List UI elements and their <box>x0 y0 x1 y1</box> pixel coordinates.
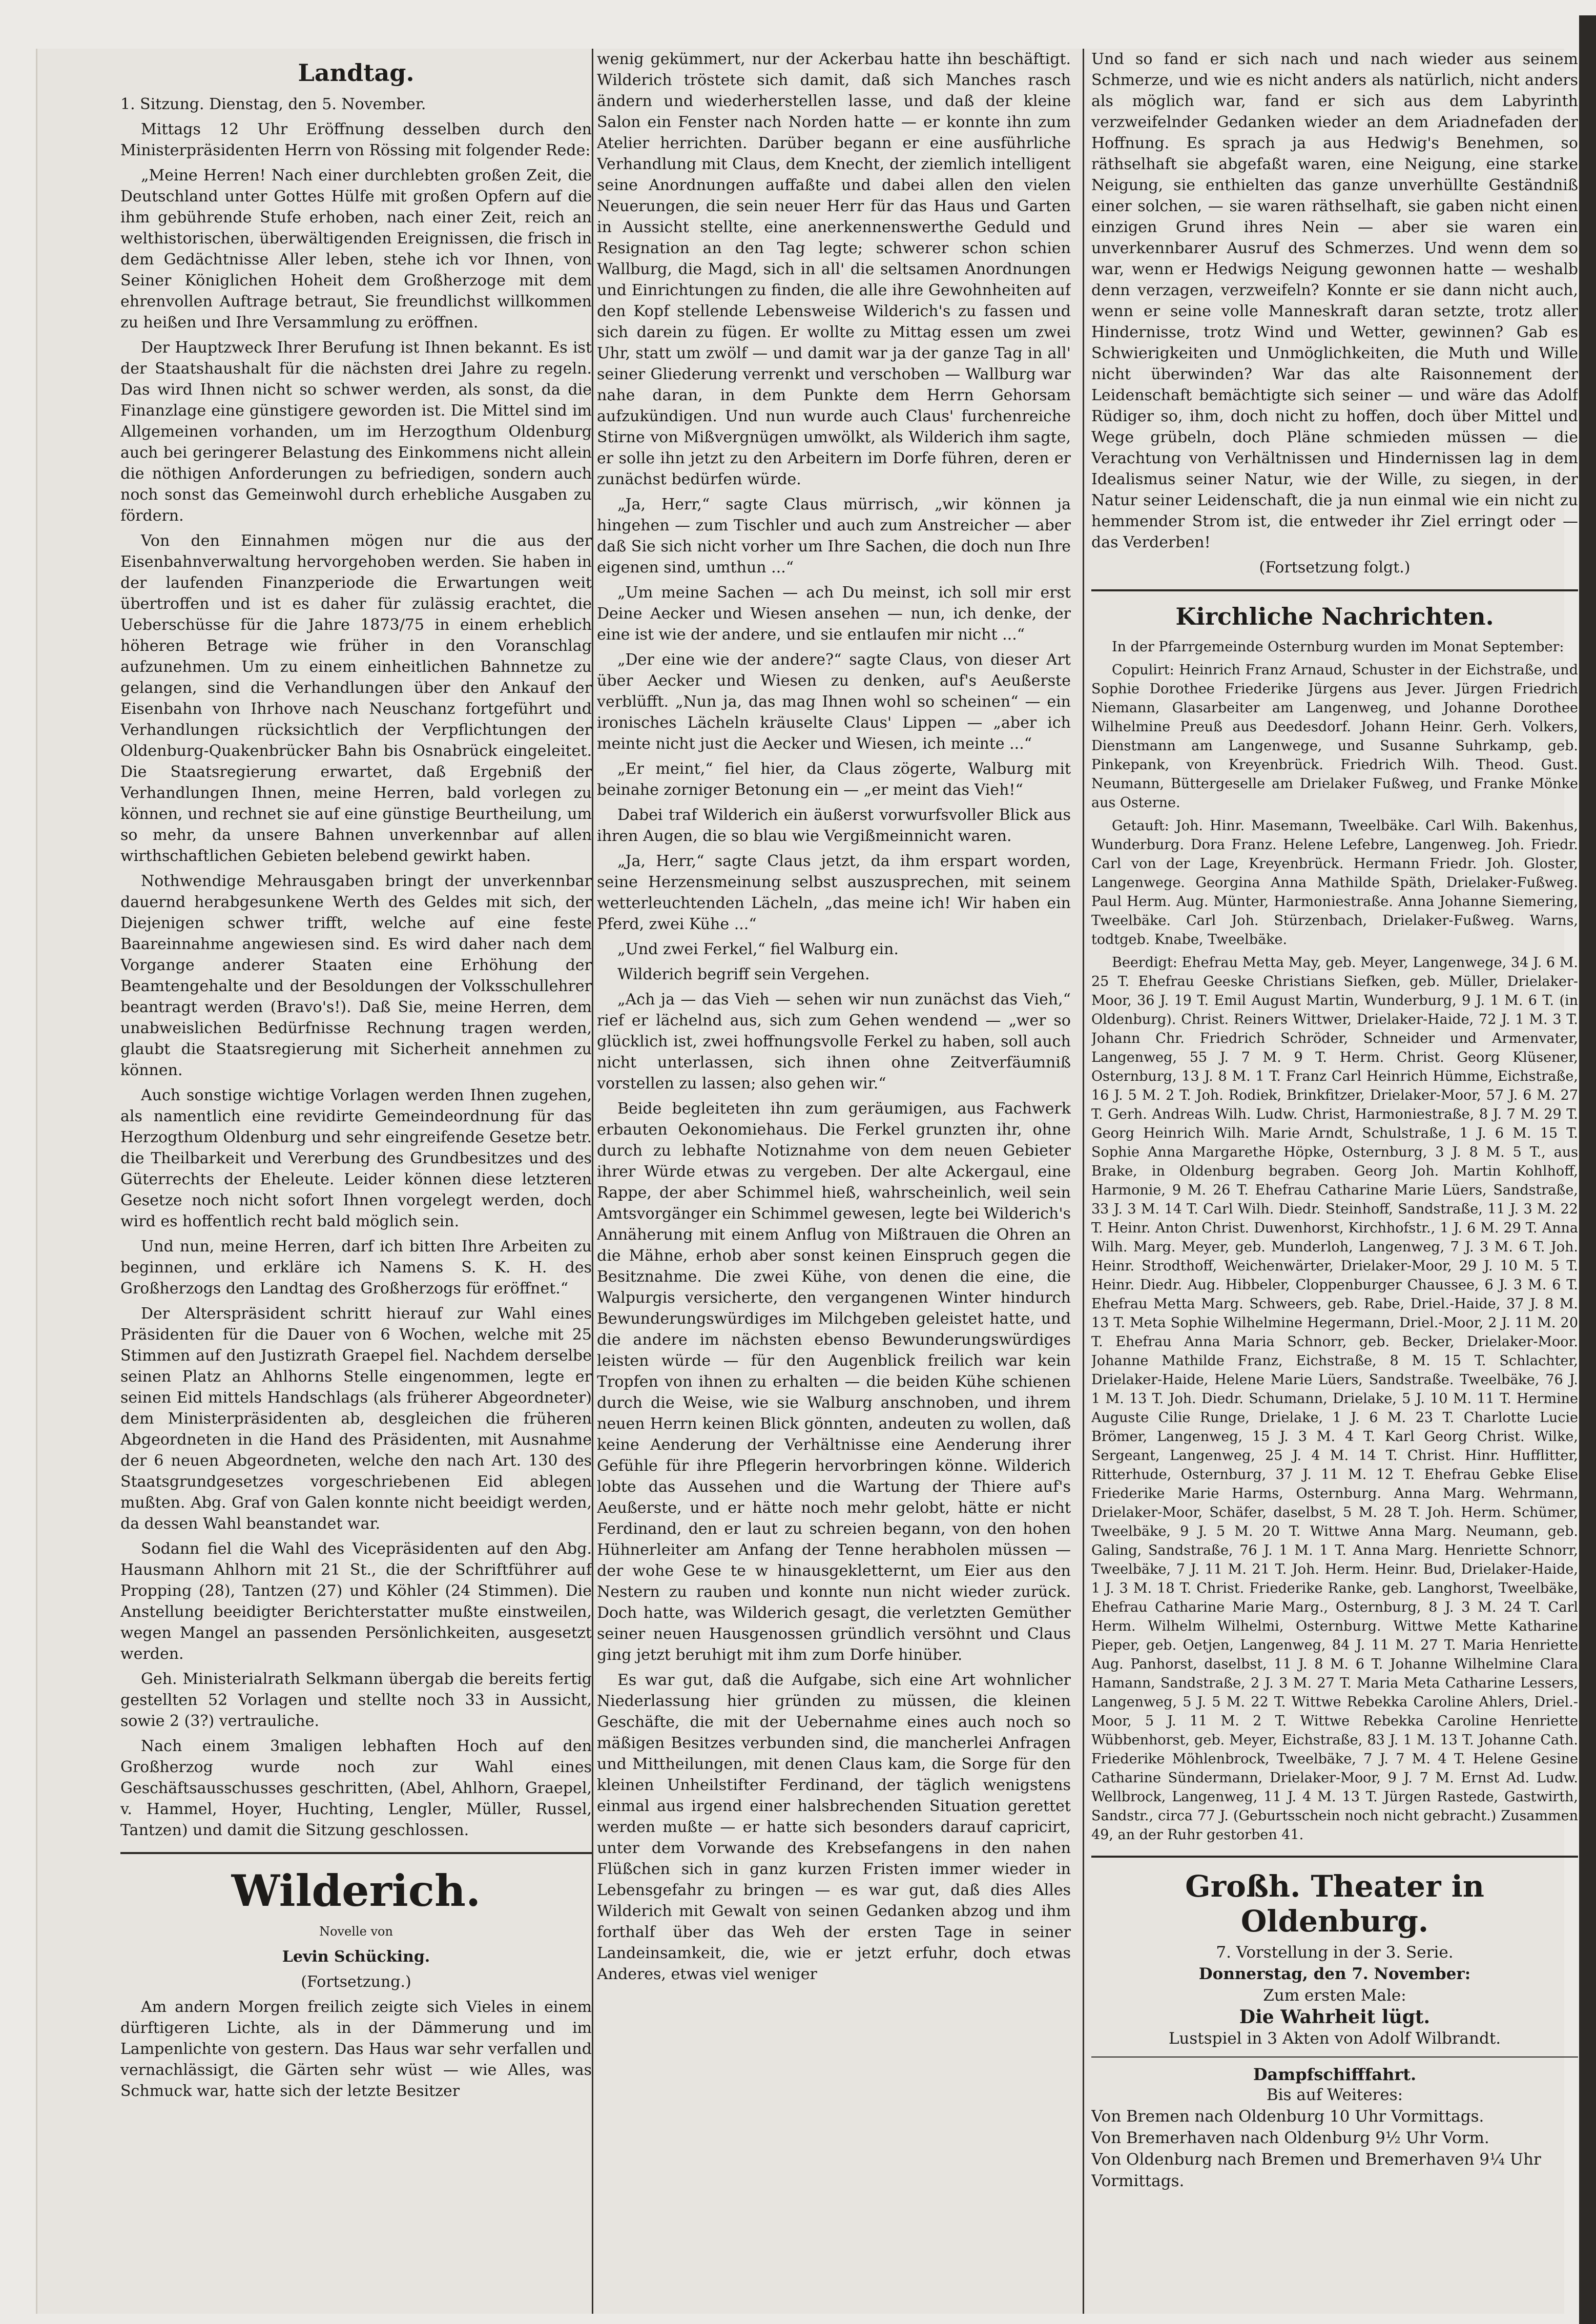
page-edge-shadow <box>1579 15 1596 2324</box>
wilderich-heading: Wilderich. <box>231 1865 481 1916</box>
theatre-line: Zum ersten Male: <box>1263 1986 1406 2005</box>
paragraph: Nothwendige Mehrausgaben bringt der unverkennbar dauernd herabgesunkene Werth des Geldes mit sich, der Diejenigen schwer trifft, welche auf eine feste Baareinnahme angewiesen sind. Es wird daher nach dem Vorgange anderer Staaten eine Erhöhung der Beamtengehalte und der Besoldungen der Volksschullehrer beantragt werden (Bravo's!). Daß Sie, meine Herren, dem unabweislichen Bedürfnisse Rechnung tragen werden, glaubt die Staatsregierung mit Sicherheit annehmen zu können. <box>120 872 592 1079</box>
paragraph: Es war gut, daß die Aufgabe, sich eine Art wohnlicher Niederlassung hier gründen zu müssen, die kleinen Geschäfte, die mit der Uebernahme eines auch noch so mäßigen Besitzes verbunden sind, die mancherlei Anfragen und Mittheilungen, mit denen Claus kam, die Sorge für den kleinen Unheilstifter Ferdinand, der täglich wenigstens einmal aus irgend einer halsbrechenden Situation gerettet werden mußte — er hatte sich besonders darauf capricirt, unter dem Vorwande des Krebsefangens in den nahen Flüßchen sich in ganz kurzen Fristen immer wieder in Lebensgefahr zu bringen — es war gut, daß dies Alles Wilderich mit Gewalt von seinen Gedanken abzog und ihm forthalf über das Weh der ersten Tage in seiner Landeinsamkeit, die, wie er jetzt erfuhr, doch etwas Anderes, etwas viel weniger <box>597 1671 1071 1983</box>
paragraph: Geh. Ministerialrath Selkmann übergab die bereits fertig gestellten 52 Vorlagen und stellte noch 33 in Aussicht, sowie 2 (3?) vertrauliche. <box>120 1670 592 1730</box>
paragraph: Von den Einnahmen mögen nur die aus der Eisenbahnverwaltung hervorgehoben werden. Sie haben in der laufenden Finanzperiode die Erwartungen weit übertroffen und ist es daher für zulässig erachtet, die Ueberschüsse für die Jahre 1873/75 in einem erheblich höheren Betrage wie früher in den Voranschlag aufzunehmen. Um zu einem einheitlichen Bahnnetze zu gelangen, sind die Verhandlungen über den Ankauf der Eisenbahn von Ihrhove nach Neuschanz fortgeführt und Verhandlungen rücksichtlich der Verpflichtungen der Oldenburg-Quakenbrücker Bahn bis Osnabrück eingeleitet. Die Staatsregierung erwartet, daß Ergebniß der Verhandlungen Ihnen, meine Herren, bald vorlegen zu können, und rechnet sie auf eine günstige Beurtheilung, um so mehr, da unsere Bahnen unverkennbar auf allen wirthschaftlichen Gebieten belebend gewirkt haben. <box>120 532 592 865</box>
column-divider <box>1083 49 1084 2314</box>
steamship-line: Von Bremen nach Oldenburg 10 Uhr Vormittags. <box>1091 2107 1484 2126</box>
continuation-note: (Fortsetzung.) <box>301 1973 411 1991</box>
paragraph: „Ja, Herr,“ sagte Claus jetzt, da ihm erspart worden, seine Herzensmeinung selbst auszusprechen, mit seinem wetterleuchtenden Lächeln, „das meine ich! Wir haben ein Pferd, zwei Kühe ...“ <box>597 852 1071 933</box>
paragraph: „Ja, Herr,“ sagte Claus mürrisch, „wir können ja hingehen — zum Tischler und auch zum Anstreicher — aber daß Sie sich nicht vorher um Ihre Sachen, die doch nun Ihre eigenen sind, umthun ...“ <box>597 496 1071 577</box>
landtag-heading: Landtag. <box>298 59 414 87</box>
author-name: Levin Schücking. <box>282 1948 430 1966</box>
column-divider <box>592 49 593 2314</box>
play-author: Lustspiel in 3 Akten von Adolf Wilbrandt. <box>1168 2029 1501 2048</box>
paragraph: wenig gekümmert, nur der Ackerbau hatte ihn beschäftigt. Wilderich tröstete sich damit, daß sich Manches rasch ändern und wiederherstellen lasse, und daß der kleine Salon ein Fenster nach Norden hatte — er konnte ihn zum Atelier herrichten. Darüber begann er eine ausführliche Verhandlung mit Claus, dem Knecht, der ziemlich intelligent seine Anordnungen auffaßte und dabei allen den vielen Neuerungen, die sein neuer Herr für das Haus und Garten in Aussicht stellte, eine anerkennenswerthe Geduld und Resignation an den Tag legte; schwerer schon schien Wallburg, die Magd, sich in all' die seltsamen Anordnungen und Einrichtungen zu finden, die alle ihre Gewohnheiten auf den Kopf stellende Lebensweise Wilderich's zu fassen und sich darein zu fügen. Er wollte zu Mittag essen um zwei Uhr, statt um zwölf — und damit war ja der ganze Tag in all' seiner Gliederung verrenkt und verschoben — Wallburg war nahe daran, in dem Punkte dem Herrn Gehorsam aufzukündigen. Und nun wurde auch Claus' furchenreiche Stirne von Mißvergnügen umwölkt, als Wilderich ihm sagte, er solle ihn jetzt zu den Arbeitern im Dorfe führen, deren er zunächst bedürfen würde. <box>597 50 1071 488</box>
paragraph: Nach einem 3maligen lebhaften Hoch auf den Großherzog wurde noch zur Wahl eines Geschäftsausschusses geschritten, (Abel, Ahlhorn, Graepel, v. Hammel, Hoyer, Huchting, Lengler, Müller, Russel, Tantzen) und damit die Sitzung geschlossen. <box>120 1737 592 1839</box>
theatre-line: 7. Vorstellung in der 3. Serie. <box>1216 1943 1454 1962</box>
paragraph: Wilderich begriff sein Vergehen. <box>617 965 870 983</box>
column-2 <box>597 49 1071 2309</box>
play-title: Die Wahrheit lügt. <box>1239 2006 1431 2028</box>
theatre-date: Donnerstag, den 7. November: <box>1198 1965 1471 1983</box>
burials: Beerdigt: Ehefrau Metta May, geb. Meyer, Langenwege, 34 J. 6 M. 25 T. Ehefrau Geeske Christians Siefken, geb. Müller, Drielaker-Moor, 36 J. 19 T. Emil August Martin, Wunderburg, 9 J. 1 M. 6 T. (in Oldenburg). Christ. Reiners Wittwer, Drielaker-Haide, 72 J. 1 M. 3 T. Johann Chr. Friedrich Schröder, Schneider und Armenvater, Langenweg, 55 J. 7 M. 9 T. Herm. Christ. Georg Klüsener, Osternburg, 13 J. 8 M. 1 T. Franz Carl Heinrich Hümme, Eichstraße, 16 J. 5 M. 2 T. Joh. Rodiek, Brinkfitzer, Drielaker-Moor, 57 J. 6 M. 27 T. Gerh. Andreas Wilh. Ludw. Christ, Harmoniestraße, 8 J. 7 M. 29 T. Georg Heinrich Wilh. Marie Arndt, Schulstraße, 1 J. 6 M. 15 T. Sophie Anna Margarethe Höpke, Osternburg, 3 J. 8 M. 5 T., aus Brake, in Oldenburg begraben. Georg Joh. Martin Kohlhoff, Harmonie, 9 M. 26 T. Ehefrau Catharine Marie Lüers, Sandstraße, 33 J. 3 M. 14 T. Carl Wilh. Diedr. Steinhoff, Sandstraße, 11 J. 3 M. 22 T. Heinr. Anton Christ. Duwenhorst, Kirchhofstr., 1 J. 6 M. 29 T. Anna Wilh. Marg. Meyer, geb. Munderloh, Langenweg, 7 J. 3 M. 6 T. Joh. Heinr. Strodthoff, Weichenwärter, Drielaker-Moor, 29 J. 10 M. 5 T. Heinr. Diedr. Aug. Hibbeler, Cloppenburger Chaussee, 6 J. 3 M. 6 T. Ehefrau Metta Marg. Schweers, geb. Rabe, Driel.-Haide, 37 J. 8 M. 13 T. Meta Sophie Wilhelmine Hegermann, Driel.-Moor, 2 J. 11 M. 20 T. Ehefrau Anna Maria Schnorr, geb. Becker, Drielaker-Moor. Johanne Mathilde Franz, Eichstraße, 8 M. 15 T. Schlachter, Drielaker-Haide, Helene Marie Lüers, Sandstraße. Tweelbäke, 76 J. 1 M. 13 T. Joh. Diedr. Schumann, Drielake, 5 J. 10 M. 11 T. Hermine Auguste Cilie Runge, Drielake, 1 J. 6 M. 23 T. Charlotte Lucie Brömer, Langenweg, 15 J. 3 M. 4 T. Karl Georg Christ. Wilke, Sergeant, Langenweg, 25 J. 4 M. 14 T. Christ. Hinr. Hufflitter, Ritterhude, Osternburg, 37 J. 11 M. 12 T. Ehefrau Gebke Elise Friederike Marie Harms, Osternburg. Anna Marg. Wehrmann, Drielaker-Moor, Schäfer, daselbst, 5 M. 28 T. Joh. Herm. Schümer, Tweelbäke, 9 J. 5 M. 20 T. Wittwe Anna Marg. Neumann, geb. Galing, Sandstraße, 76 J. 1 M. 1 T. Anna Marg. Henriette Schnorr, Tweelbäke, 7 J. 11 M. 21 T. Joh. Herm. Heinr. Bud, Drielaker-Haide, 1 J. 3 M. 18 T. Christ. Friederike Ranke, geb. Langhorst, Tweelbäke, Ehefrau Catharine Marie Marg., Osternburg, 8 J. 3 M. 24 T. Carl Herm. Wilhelm Wilhelmi, Osternburg. Wittwe Mette Katharine Pieper, geb. Oetjen, Langenweg, 84 J. 11 M. 27 T. Maria Henriette Aug. Panhorst, daselbst, 11 J. 8 M. 6 T. Johanne Wilhelmine Clara Hamann, Sandstraße, 2 J. 3 M. 27 T. Maria Meta Catharine Lessers, Langenweg, 5 J. 5 M. 22 T. Wittwe Rebekka Caroline Ahlers, Driel.-Moor, 5 J. 11 M. 2 T. Wittwe Rebekka Caroline Henriette Wübbenhorst, geb. Meyer, Eichstraße, 83 J. 1 M. 13 T. Johanne Cath. Friederike Möhlenbrock, Tweelbäke, 7 J. 7 M. 4 T. Helene Gesine Catharine Sündermann, Drielaker-Moor, 9 J. 7 M. Ernst Ad. Ludw. Wellbrock, Langenweg, 11 J. 4 M. 13 T. Jürgen Rastede, Gastwirth, Sandstr., circa 77 J. (Geburtsschein noch nicht gebracht.) Zusammen 49, an der Ruhr gestorben 41. <box>1091 955 1578 1843</box>
steamship-line: Von Oldenburg nach Bremen und Bremerhaven 9¼ Uhr <box>1091 2150 1541 2169</box>
paragraph: „Um meine Sachen — ach Du meinst, ich soll mir erst Deine Aecker und Wiesen ansehen — nun, ich denke, der eine ist wie der andere, und sie entlaufen mir nicht ...“ <box>597 584 1071 644</box>
novelle-label: Novelle von <box>319 1924 393 1939</box>
paragraph: „Ach ja — das Vieh — sehen wir nun zunächst das Vieh,“ rief er lächelnd aus, sich zum Gehen wendend — „wer so glücklich ist, zwei hoffnungsvolle Ferkel zu haben, soll auch nicht unterlassen, sich ihnen ohne Zeitverfäumniß vorstellen zu lassen; also gehen wir.“ <box>597 991 1071 1093</box>
paragraph: Und nun, meine Herren, darf ich bitten Ihre Arbeiten zu beginnen, und erkläre ich Namens S. K. H. des Großherzogs den Landtag des Großherzogs für eröffnet.“ <box>120 1238 592 1298</box>
paragraph: „Er meint,“ fiel hier, da Claus zögerte, Walburg mit beinahe zorniger Betonung ein — „er meint das Vieh!“ <box>597 760 1071 799</box>
baptisms: Getauft: Joh. Hinr. Masemann, Tweelbäke. Carl Wilh. Bakenhus, Wunderburg. Dora Franz. Helene Lefebre, Langenweg. Joh. Friedr. Carl von der Lage, Kreyenbrück. Hermann Friedr. Joh. Gloster, Langenwege. Georgina Anna Mathilde Späth, Drielaker-Fußweg. Paul Herm. Aug. Münter, Harmoniestraße. Anna Johanne Siemering, Tweelbäke. Carl Joh. Stürzenbach, Drielaker-Fußweg. Warns, todtgeb. Knabe, Tweelbäke. <box>1091 818 1578 948</box>
steamship-heading: Dampfschifffahrt. <box>1253 2065 1417 2084</box>
paragraph: Beide begleiteten ihn zum geräumigen, aus Fachwerk erbauten Oekonomiehaus. Die Ferkel grunzten ihr, ohne durch zu lebhafte Notiznahme von dem neuen Gebieter ihrer Würde etwas zu vergeben. Der alte Ackergaul, eine Rappe, der aber Schimmel hieß, wahrscheinlich, weil sein Amtsvorgänger ein Schimmel gewesen, legte bei Wilderich's Annäherung mit einem Anflug von Mißtrauen die Ohren an die Mähne, erhob aber sonst keinen Einspruch gegen die Besitznahme. Die zwei Kühe, von denen die eine, die Walpurgis versicherte, den vergangenen Winter hindurch Bewunderungswürdiges im Milchgeben geleistet hatte, und die andere im nächsten ebenso Bewunderungswürdiges leisten würde — für den Augenblick freilich war kein Tropfen von ihnen zu erhalten — die beiden Kühe schienen durch die Weise, wie sie Walburg anschnoben, und ihrem neuen Herrn keinen Blick gönnten, andeuten zu wollen, daß keine Aenderung der Verhältnisse eine Aenderung ihrer Gefühle für ihre Pflegerin hervorbringen könne. Wilderich lobte das Aussehen und die Wartung der Thiere auf's Aeußerste, und er hätte noch mehr gelobt, hätte er nicht Ferdinand, den er laut zu schreien begann, von den hohen Hühnerleiter am Anfang der Tenne herabholen müssen — der wohe Gese te w hinausgekletternt, um Eier aus den Nestern zu rauben und konnte nun nicht wieder zurück. Doch hatte, was Wilderich gesagt, die verletzten Gemüther seiner neuen Hausgenossen gründlich versöhnt und Claus ging jetzt beruhigt mit ihm zum Dorfe hinüber. <box>597 1100 1071 1664</box>
paragraph: „Und zwei Ferkel,“ fiel Walburg ein. <box>617 940 899 958</box>
paragraph: Der Hauptzweck Ihrer Berufung ist Ihnen bekannt. Es ist der Staatshaushalt für die nächsten drei Jahre zu regeln. Das wird Ihnen nicht so schwer werden, als sonst, da die Finanzlage eine günstigere geworden ist. Die Mittel sind im Allgemeinen vorhanden, um im Herzogthum Oldenburg auch bei geringerer Belastung des Einkommens nicht allein die nöthigen Anforderungen zu befriedigen, sondern auch noch sonst das Gemeinwohl durch erhebliche Ausgaben zu fördern. <box>120 339 592 525</box>
paragraph: Sodann fiel die Wahl des Vicepräsidenten auf den Abg. Hausmann Ahlhorn mit 21 St., die der Schriftführer auf Propping (28), Tantzen (27) und Köhler (24 Stimmen). Die Anstellung beeidigter Berichterstatter mußte einstweilen, wegen Mangel an passenden Persönlichkeiten, ausgesetzt werden. <box>120 1540 592 1663</box>
section-divider <box>1091 1856 1578 1858</box>
paragraph: „Der eine wie der andere?“ sagte Claus, von dieser Art über Aecker und Wiesen zu denken, auf's Aeußerste verblüfft. „Nun ja, das mag Ihnen wohl so scheinen“ — ein ironisches Lächeln kräuselte Claus' Lippen — „aber ich meinte nicht just die Aecker und Wiesen, ich meinte ...“ <box>597 651 1071 753</box>
section-divider <box>1091 2056 1578 2058</box>
paragraph: Am andern Morgen freilich zeigte sich Vieles in einem dürftigeren Lichte, als in der Dämmerung und im Lampenlichte von gestern. Das Haus war sehr verfallen und vernachlässigt, die Gärten sehr wüst — wie Alles, was Schmuck war, hatte sich der letzte Besitzer <box>120 1998 592 2100</box>
column-1 <box>120 49 592 2309</box>
section-divider <box>120 1852 592 1854</box>
paragraph: Dabei traf Wilderich ein äußerst vorwurfsvoller Blick aus ihren Augen, die so blau wie Vergißmeinnicht waren. <box>597 806 1071 845</box>
steamship-line: Von Bremerhaven nach Oldenburg 9½ Uhr Vorm. <box>1091 2129 1489 2147</box>
paragraph: Mittags 12 Uhr Eröffnung desselben durch den Ministerpräsidenten Herrn von Rössing mit folgender Rede: <box>120 120 592 159</box>
continuation-note: (Fortsetzung folgt.) <box>1259 559 1411 577</box>
church-news-body <box>1091 637 1578 1844</box>
paragraph: Der Alterspräsident schritt hierauf zur Wahl eines Präsidenten für die Dauer von 6 Wochen, welche mit 25 Stimmen auf den Justizrath Graepel fiel. Nachdem derselbe seinen Platz an Ahlhorns Stelle eingenommen, legte er seinen Eid mittels Handschlags (als früherer Abgeordneter) dem Ministerpräsidenten ab, desgleichen die früheren Abgeordneten in die Hand des Präsidenten, mit Ausnahme der 6 neuen Abgeordneten, welche den nach Art. 130 des Staatsgrundgesetzes vorgeschriebenen Eid ablegen mußten. Abg. Graf von Galen konnte nicht beeidigt werden, da dessen Wahl beanstandet war. <box>120 1305 592 1533</box>
church-news-heading: Kirchliche Nachrichten. <box>1175 603 1494 630</box>
marriages: Copulirt: Heinrich Franz Arnaud, Schuster in der Eichstraße, und Sophie Dorothee Friederike Jürgens aus Jever. Jürgen Friedrich Niemann, Glasarbeiter am Langenweg, und Johanne Dorothee Wilhelmine Preuß aus Deedesdorf. Johann Heinr. Gerh. Volkers, Dienstmann am Langenwege, und Susanne Suhrkamp, geb. Pinkepank, von Kreyenbrück. Friedrich Wilh. Theod. Gust. Neumann, Büttergeselle am Drielaker Fußweg, und Franke Mönke aus Osterne. <box>1091 662 1578 811</box>
session-line: 1. Sitzung. Dienstag, den 5. November. <box>120 95 426 113</box>
steamship-subheading: Bis auf Weiteres: <box>1266 2086 1403 2104</box>
steamship-line: Vormittags. <box>1091 2172 1185 2190</box>
paragraph: Und so fand er sich nach und nach wieder aus seinem Schmerze, und wie es nicht anders als natürlich, nicht anders als möglich war, fand er sich aus dem Labyrinth verzweifelnder Gedanken wieder an dem Ariadnefaden der Hoffnung. Es sprach ja aus Hedwig's Benehmen, so räthselhaft sie abgefaßt waren, eine Neigung, eine starke Neigung, sie enthielten das ganze unverhüllte Geständniß einer solchen, — sie waren räthselhaft, sie gaben nicht einen einzigen Grund ihres Nein — aber sie waren ein unverkennbarer Ausruf des Schmerzes. Und wenn dem so war, wenn er Hedwigs Neigung gewonnen hatte — weshalb denn verzagen, verzweifeln? Konnte er sie dann nicht auch, wenn er seine volle Manneskraft daran setzte, trotz aller Hindernisse, trotz Wind und Wetter, gewinnen? Gab es Schwierigkeiten und Unmöglichkeiten, die Muth und Wille nicht überwinden? War das alte Raisonnement der Leidenschaft bemächtigte sich seiner — und wäre das Adolf Rüdiger so, ihm, doch nicht zu hoffen, doch über Mittel und Wege grübeln, doch Pläne schmieden müssen — die Verachtung von Verhältnissen und Hindernissen lag in dem Idealismus seiner Natur, wie der Wille, zu siegen, in der Natur seiner Leidenschaft, die ja nun einmal wie ein nicht zu hemmender Strom ist, die entweder ihr Ziel erringt oder — das Verderben! <box>1091 50 1578 551</box>
section-divider <box>1091 589 1578 591</box>
column-3 <box>1091 49 1578 2309</box>
church-intro: In der Pfarrgemeinde Osternburg wurden im Monat September: <box>1112 639 1564 655</box>
paragraph: Auch sonstige wichtige Vorlagen werden Ihnen zugehen, als namentlich eine revidirte Gemeindeordnung für das Herzogthum Oldenburg und sehr eingreifende Gesetze betr. die Theilbarkeit und Vererbung des Grundbesitzes und des Güterrechts der Eheleute. Leider können diese letzteren Gesetze noch nicht sofort Ihnen vorgelegt werden, doch wird es hoffentlich recht bald möglich sein. <box>120 1086 592 1230</box>
paragraph: „Meine Herren! Nach einer durchlebten großen Zeit, die Deutschland unter Gottes Hülfe mit großen Opfern auf die ihm gebührende Stufe erhoben, nach einer Zeit, reich an welthistorischen, überwältigenden Ereignissen, die frisch in dem Gedächtnisse Aller leben, stehe ich vor Ihnen, von Seiner Königlichen Hoheit dem Großherzoge mit dem ehrenvollen Auftrage betraut, Sie freundlichst willkommen zu heißen und Ihre Versammlung zu eröffnen. <box>120 167 592 332</box>
theatre-heading: Großh. Theater in Oldenburg. <box>1185 1869 1484 1939</box>
